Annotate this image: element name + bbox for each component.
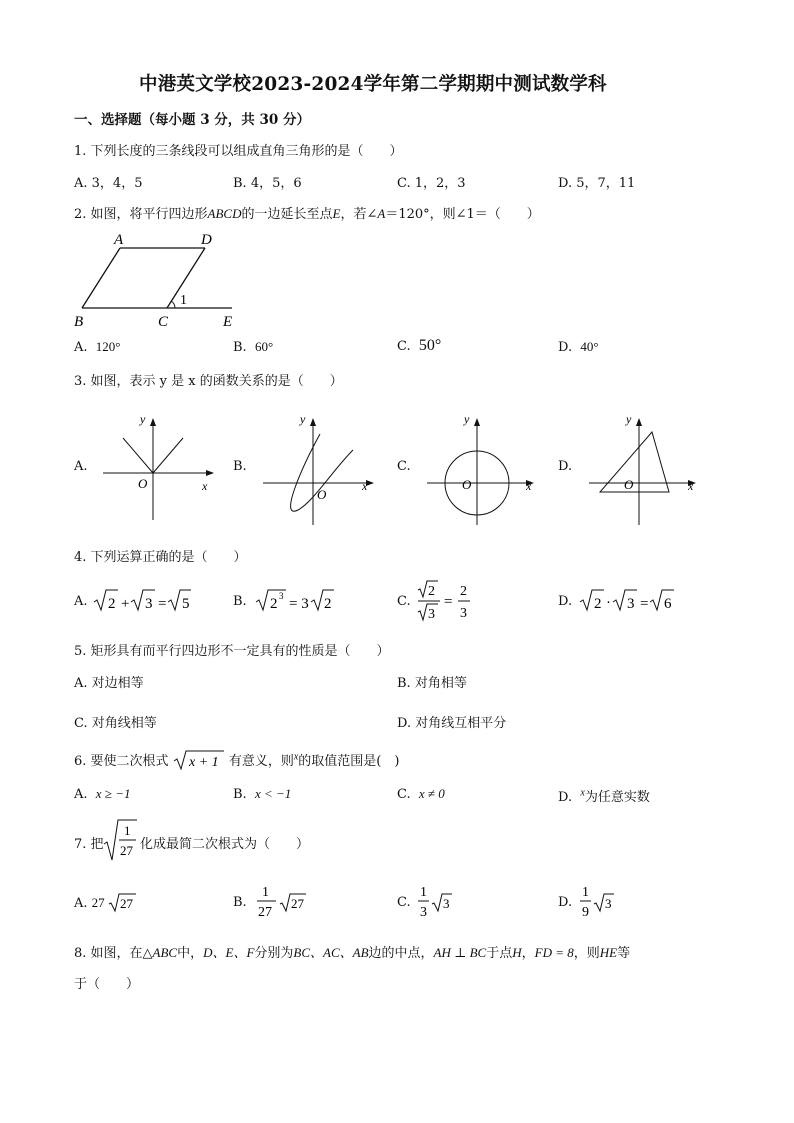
exponent: 3 bbox=[279, 591, 284, 601]
numerator: 2 bbox=[428, 584, 435, 599]
base: 2 bbox=[270, 596, 278, 612]
q7-option-c-label[interactable]: C. bbox=[397, 895, 411, 910]
dot-sign: · bbox=[606, 595, 611, 611]
q8-a: 中， bbox=[177, 946, 204, 961]
q8-sides: BC、AC、AB bbox=[293, 945, 369, 960]
q6-a-label: A. bbox=[74, 787, 88, 802]
q8-he: HE bbox=[599, 945, 618, 960]
q6-stem-post: 的取值范围是( ) bbox=[298, 754, 400, 769]
q2-stem bbox=[74, 203, 540, 222]
y-label: y bbox=[140, 412, 146, 426]
q3-option-d-label[interactable]: D. bbox=[558, 459, 573, 474]
q8-stem-line1 bbox=[74, 942, 724, 961]
q3-stem: 3. 如图，表示 y 是 x 的函数关系的是（ ） bbox=[74, 374, 343, 389]
label-e: E bbox=[223, 314, 233, 330]
q7-c-denominator: 3 bbox=[420, 905, 427, 920]
result-denominator: 3 bbox=[460, 606, 467, 621]
q2-b-value: 60° bbox=[254, 339, 274, 354]
q2-stem-mid: 的一边延长至点 bbox=[241, 207, 333, 222]
y-arrow-icon bbox=[150, 418, 156, 426]
q6-b-value: x < −1 bbox=[254, 786, 292, 801]
radicand-3: 6 bbox=[664, 596, 672, 612]
q6-c-value: x ≠ 0 bbox=[418, 786, 445, 801]
q7-a-label: A. bbox=[74, 896, 88, 911]
q7-numerator: 1 bbox=[124, 823, 131, 838]
q2-d-value: 40° bbox=[580, 339, 599, 354]
page-title: 中港英文学校2023-2024学年第二学期期中测试数学科 bbox=[139, 74, 607, 95]
q2-parallelogram-figure bbox=[70, 228, 250, 333]
q3-option-a-label[interactable]: A. bbox=[74, 459, 88, 474]
q7-option-d-label[interactable]: D. bbox=[558, 895, 573, 910]
label-b: B bbox=[74, 314, 84, 330]
q2-b-label: B. bbox=[233, 340, 247, 355]
radicand-2: 3 bbox=[627, 596, 635, 612]
q8-f: ，则 bbox=[573, 946, 600, 961]
equals-coef: = 3 bbox=[289, 596, 309, 612]
q1-option-d[interactable]: D. 5，7，11 bbox=[558, 176, 636, 191]
q3-option-b-label[interactable]: B. bbox=[233, 459, 247, 474]
q4-option-b-label[interactable]: B. bbox=[233, 594, 247, 609]
q2-stem-pre: 2. 如图，将平行四边形 bbox=[74, 207, 208, 222]
angle-1-arc bbox=[171, 301, 175, 308]
x-arrow-icon bbox=[206, 470, 214, 476]
q4-option-d-expression[interactable] bbox=[578, 586, 678, 616]
q6-radicand: x + 1 bbox=[188, 755, 219, 770]
q2-option-a[interactable] bbox=[74, 339, 121, 355]
equals-sign: = bbox=[444, 594, 453, 610]
origin-label: O bbox=[138, 476, 148, 491]
q2-a-value: 120° bbox=[95, 339, 121, 354]
q7-option-a[interactable] bbox=[74, 895, 105, 911]
q5-option-c[interactable]: C. 对角线相等 bbox=[74, 716, 157, 731]
y-arrow-icon bbox=[636, 418, 642, 426]
q3-option-c-label[interactable]: C. bbox=[397, 459, 411, 474]
q6-option-a[interactable] bbox=[74, 786, 130, 802]
q1-option-b[interactable]: B. 4，5，6 bbox=[233, 176, 302, 191]
label-c: C bbox=[158, 314, 169, 330]
equals-sign: = bbox=[640, 596, 649, 612]
q2-angle-a: A bbox=[377, 206, 386, 221]
q7-d-denominator: 9 bbox=[582, 905, 589, 920]
q8-e: ， bbox=[521, 946, 535, 961]
q7-b-radicand: 27 bbox=[291, 896, 304, 911]
q7-a-coef: 27 bbox=[91, 895, 105, 910]
q2-d-label: D. bbox=[558, 340, 573, 355]
q7-sqrt-fraction bbox=[103, 818, 139, 862]
edge-ab bbox=[82, 248, 120, 308]
radicand-1: 2 bbox=[594, 596, 602, 612]
q7-option-c-expression[interactable] bbox=[416, 882, 456, 922]
q5-option-b[interactable]: B. 对角相等 bbox=[397, 676, 467, 691]
x-label: x bbox=[362, 479, 368, 493]
q6-b-label: B. bbox=[233, 787, 247, 802]
q5-option-d[interactable]: D. 对角线互相平分 bbox=[397, 716, 507, 731]
q6-d-var: x bbox=[580, 787, 585, 799]
label-a: A bbox=[114, 232, 124, 248]
q2-stem-mid2: ，若∠ bbox=[340, 207, 378, 222]
q3-graph-b[interactable] bbox=[258, 410, 383, 525]
q8-pre: 8. 如图，在 bbox=[74, 946, 143, 961]
section-heading: 一、选择题（每小题 3 分，共 30 分） bbox=[74, 112, 310, 128]
q6-d-label: D. bbox=[558, 790, 573, 805]
curve-right bbox=[153, 438, 183, 473]
label-angle-1: 1 bbox=[180, 293, 187, 308]
q6-stem bbox=[74, 749, 399, 771]
curve-left bbox=[123, 438, 153, 473]
q1-stem: 1. 下列长度的三条线段可以组成直角三角形的是（ ） bbox=[74, 144, 403, 159]
q8-stem-line2: 于（ ） bbox=[74, 977, 140, 992]
q7-b-numerator: 1 bbox=[262, 885, 269, 900]
q2-option-d[interactable] bbox=[558, 339, 599, 355]
label-d: D bbox=[201, 232, 212, 248]
q4-stem: 4. 下列运算正确的是（ ） bbox=[74, 550, 247, 565]
q6-sqrt-expression bbox=[173, 749, 225, 771]
q6-var: x bbox=[293, 751, 299, 763]
q5-option-a[interactable]: A. 对边相等 bbox=[74, 676, 144, 691]
q6-a-value: x ≥ −1 bbox=[95, 786, 131, 801]
q7-d-radicand: 3 bbox=[605, 896, 612, 911]
q7-d-numerator: 1 bbox=[582, 885, 589, 900]
q7-a-radicand: 27 bbox=[120, 896, 133, 911]
result-numerator: 2 bbox=[460, 584, 467, 599]
q4-option-c-expression[interactable] bbox=[416, 578, 480, 624]
q4-option-d-label[interactable]: D. bbox=[558, 594, 573, 609]
q7-stem-pre: 7. 把 bbox=[74, 837, 104, 852]
q8-perp: AH ⊥ BC bbox=[433, 945, 487, 960]
x-label: x bbox=[526, 479, 532, 493]
q6-stem-pre: 6. 要使二次根式 bbox=[74, 754, 169, 769]
y-label: y bbox=[300, 412, 306, 426]
q1-option-c[interactable]: C. 1，2，3 bbox=[397, 176, 466, 191]
radicand: 2 bbox=[324, 596, 332, 612]
y-arrow-icon bbox=[474, 418, 480, 426]
q8-triangle: △ABC bbox=[142, 945, 178, 960]
q7-option-a-sqrt[interactable] bbox=[108, 892, 138, 914]
q8-c: 边的中点， bbox=[368, 946, 434, 961]
q5-stem: 5. 矩形具有而平行四边形不一定具有的性质是（ ） bbox=[74, 644, 390, 659]
q8-d: 于点 bbox=[486, 946, 513, 961]
q7-option-b-label[interactable]: B. bbox=[233, 895, 247, 910]
x-label: x bbox=[688, 479, 694, 493]
q4-option-b-expression[interactable] bbox=[254, 586, 334, 616]
radicand-2: 3 bbox=[145, 596, 153, 612]
q2-a-label: A. bbox=[74, 340, 88, 355]
q1-option-a[interactable]: A. 3，4，5 bbox=[74, 176, 143, 191]
y-label: y bbox=[464, 412, 470, 426]
q7-stem-post: 化成最简二次根式为（ ） bbox=[140, 837, 310, 852]
q2-c-label: C. bbox=[397, 339, 411, 354]
q2-c-value: 50° bbox=[418, 337, 442, 354]
q6-d-value: 为任意实数 bbox=[584, 790, 650, 805]
origin-label: O bbox=[624, 477, 634, 492]
q3-graph-d[interactable] bbox=[584, 410, 709, 525]
q8-point-h: H bbox=[512, 945, 522, 960]
q7-denominator: 27 bbox=[120, 843, 133, 858]
q6-stem-mid: 有意义，则 bbox=[228, 754, 294, 769]
plus-sign: + bbox=[121, 596, 130, 612]
q8-g: 等 bbox=[617, 946, 631, 961]
q6-option-c[interactable] bbox=[397, 786, 445, 802]
q4-option-a-expression[interactable] bbox=[92, 586, 192, 616]
q6-option-b[interactable] bbox=[233, 786, 291, 802]
q4-option-c-label[interactable]: C. bbox=[397, 594, 411, 609]
q7-b-denominator: 27 bbox=[258, 905, 272, 920]
y-arrow-icon bbox=[310, 418, 316, 426]
denominator: 3 bbox=[428, 607, 435, 622]
q2-option-c[interactable] bbox=[397, 337, 441, 355]
q6-c-label: C. bbox=[397, 787, 411, 802]
q8-b: 分别为 bbox=[254, 946, 294, 961]
q2-option-b[interactable] bbox=[233, 339, 273, 355]
q2-point-e: E bbox=[332, 206, 341, 221]
q7-option-d-expression[interactable] bbox=[578, 882, 618, 922]
q2-stem-val: ＝120°，则∠1＝（ ） bbox=[385, 207, 540, 222]
equals-sign: = bbox=[158, 596, 167, 612]
y-label: y bbox=[626, 412, 632, 426]
q2-shape: ABCD bbox=[207, 206, 242, 221]
origin-label: O bbox=[462, 477, 472, 492]
q7-c-radicand: 3 bbox=[443, 896, 450, 911]
q7-option-b-expression[interactable] bbox=[255, 882, 307, 922]
q4-option-a-label[interactable]: A. bbox=[74, 594, 88, 609]
origin-label: O bbox=[317, 487, 327, 502]
radicand-3: 5 bbox=[182, 596, 190, 612]
q8-points: D、E、F bbox=[203, 945, 255, 960]
q3-graph-a[interactable] bbox=[98, 410, 223, 525]
q6-option-d[interactable] bbox=[558, 786, 650, 805]
q8-fd: FD = 8 bbox=[534, 945, 574, 960]
q7-c-numerator: 1 bbox=[420, 885, 427, 900]
radicand-1: 2 bbox=[108, 596, 116, 612]
x-label: x bbox=[202, 479, 208, 493]
q3-graph-c[interactable] bbox=[422, 410, 547, 525]
